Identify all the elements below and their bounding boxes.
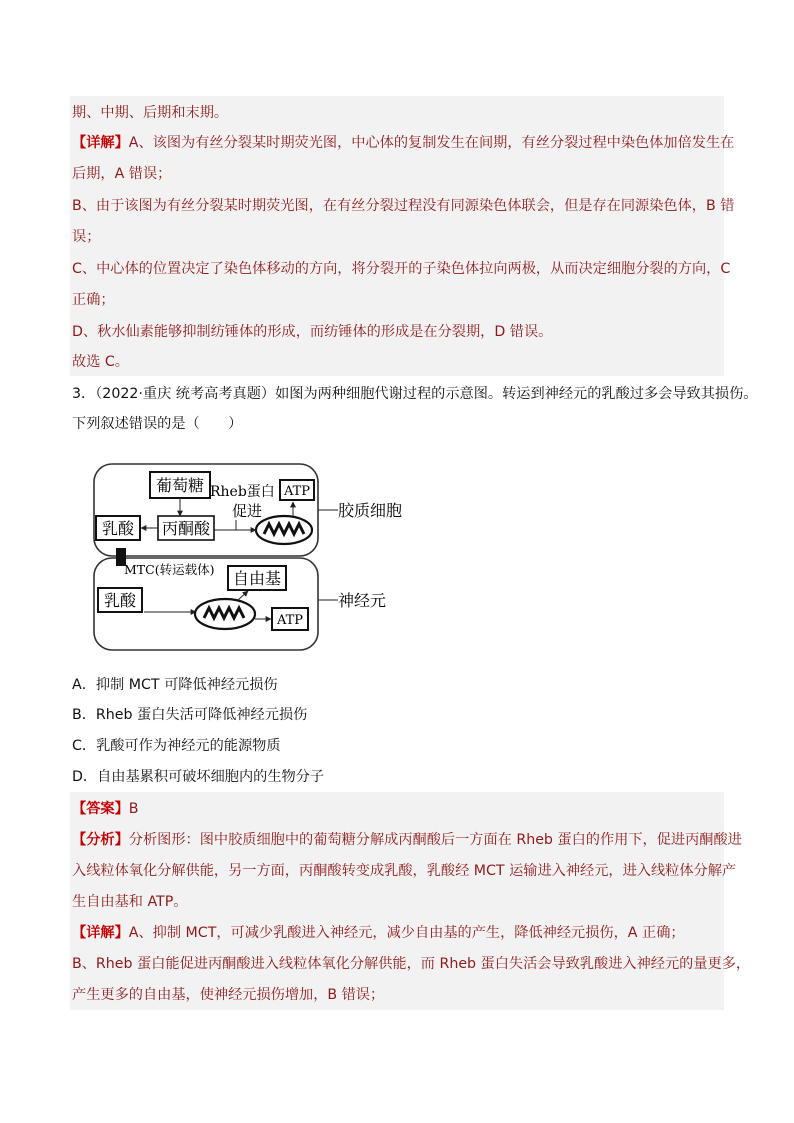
promote-label: 促进 [232,502,263,520]
explain-line-3: B、由于该图为有丝分裂某时期荧光图，在有丝分裂过程没有同源染色体联会，但是存在同源染色体，B 错 [72,198,735,214]
answer-tag: 【答案】 [72,801,129,817]
detail-text-1: A、抑制 MCT，可减少乳酸进入神经元，减少自由基的产生，降低神经元损伤，A 正确； [128,925,685,941]
analysis-line-3: 生自由基和 ATP。 [72,894,188,910]
analysis-text-1: 分析图形：图中胶质细胞中的葡萄糖分解成丙酮酸后一方面在 Rheb 蛋白的作用下，促进丙酮酸进 [128,832,742,848]
neuron-label: 神经元 [338,591,387,610]
explain-text-1: A、该图为有丝分裂某时期荧光图，中心体的复制发生在间期，有丝分裂过程中染色体加倍发生在 [128,135,735,151]
explain-line-5: C、中心体的位置决定了染色体移动的方向，将分裂开的子染色体拉向两极，从而决定细胞分裂的方向，C [72,261,731,277]
question3-stem-1: 3．（2022·重庆 统考高考真题）如图为两种细胞代谢过程的示意图。转运到神经元的乳酸过多会导致其损伤。 [72,386,758,402]
option-d: D．自由基累积可破坏细胞内的生物分子 [72,769,325,785]
detail-tag-2: 【详解】 [72,925,129,941]
lactate-bottom-label: 乳酸 [103,591,137,610]
option-b: B．Rheb 蛋白失活可降低神经元损伤 [72,707,308,723]
option-a: A．抑制 MCT 可降低神经元损伤 [72,677,278,693]
explain-line-4: 误； [72,229,101,245]
mct-label: MTC(转运载体) [124,562,215,577]
explain-line-2: 后期，A 错误； [72,166,172,182]
free-radical-label: 自由基 [232,569,282,588]
detail-line-3: 产生更多的自由基，使神经元损伤增加，B 错误； [72,987,385,1003]
glia-label: 胶质细胞 [338,501,403,520]
explain-line-8: 故选 C。 [72,354,129,370]
option-c: C．乳酸可作为神经元的能源物质 [72,738,281,754]
analysis-line-2: 入线粒体氧化分解供能，另一方面，丙酮酸转变成乳酸，乳酸经 MCT 运输进入神经元，进入线粒体分解产 [72,863,737,879]
explain-line-0: 期、中期、后期和末期。 [72,105,229,121]
lactate-top-label: 乳酸 [101,519,135,538]
explain-line-7: D、秋水仙素能够抑制纺锤体的形成，而纺锤体的形成是在分裂期，D 错误。 [72,324,553,340]
pyruvate-label: 丙酮酸 [161,519,211,538]
mitochondrion-bottom [195,599,255,629]
detail-tag: 【详解】 [72,135,129,151]
explain-line-6: 正确； [72,292,115,308]
question3-stem-2: 下列叙述错误的是（ ） [72,416,243,432]
analysis-tag: 【分析】 [72,832,129,848]
answer-line [72,799,139,819]
analysis-line-1 [72,830,742,850]
mito-to-radical-arrow [238,591,248,600]
detail-line-2: B、Rheb 蛋白能促进丙酮酸进入线粒体氧化分解供能，而 Rheb 蛋白失活会导致乳酸进入神经元的量更多， [72,956,751,972]
glucose-label: 葡萄糖 [155,476,205,495]
answer-value: B [128,801,139,817]
cell-metabolism-diagram [88,460,428,655]
atp-top-label: ATP [283,484,311,499]
rheb-label: Rheb蛋白 [210,484,275,500]
atp-bottom-label: ATP [276,613,304,628]
explain-line-1 [72,133,734,153]
detail-line-1 [72,923,685,943]
mitochondrion-top [256,516,312,544]
